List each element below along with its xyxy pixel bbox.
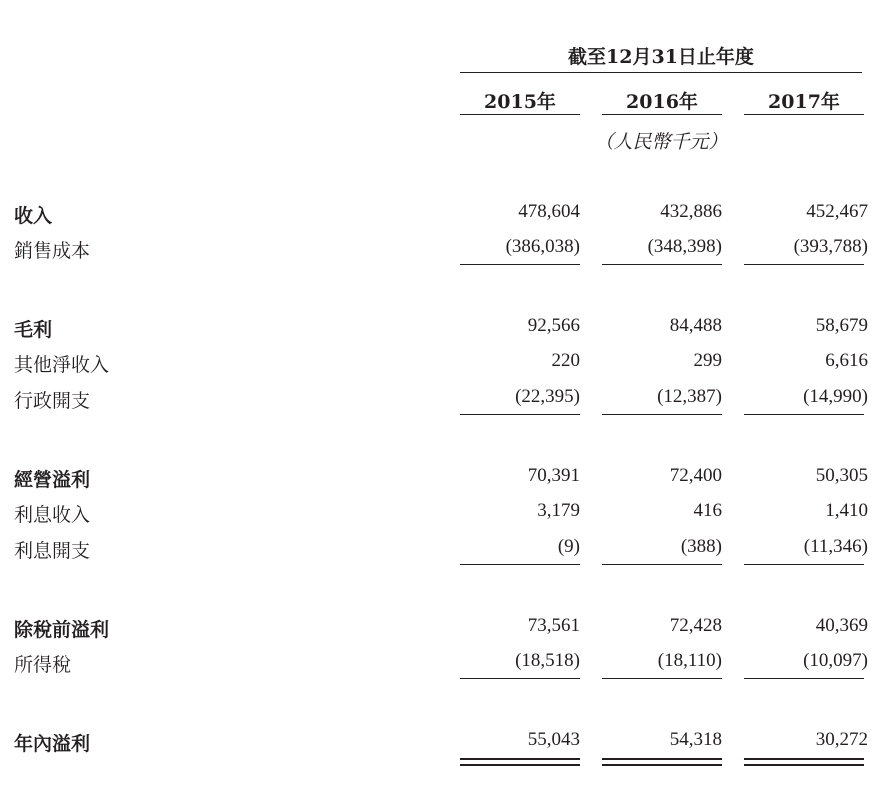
value-2016: 416 (693, 500, 722, 521)
row-label: 經營溢利 (14, 469, 91, 491)
total-double-rule (460, 758, 580, 766)
value-2016: 84,488 (669, 315, 722, 336)
value-2016: 72,400 (669, 465, 722, 486)
subtotal-rule (602, 678, 722, 679)
value-2017: (11,346) (803, 536, 868, 557)
subtotal-rule (602, 264, 722, 265)
year-rule (744, 114, 864, 115)
value-2016: (348,398) (647, 236, 722, 257)
value-2016: 432,886 (660, 201, 722, 222)
subtotal-rule (460, 564, 580, 565)
row-label: 年內溢利 (14, 733, 91, 755)
value-2015: 70,391 (527, 465, 580, 486)
value-2017: (14,990) (803, 386, 868, 407)
total-double-rule (744, 758, 864, 766)
year-header-2015: 2015年 (484, 91, 556, 113)
value-2017: 452,467 (806, 201, 868, 222)
row-label: 所得稅 (14, 654, 72, 676)
row-label: 利息開支 (14, 540, 91, 562)
value-2017: (10,097) (803, 650, 868, 671)
value-2017: 40,369 (815, 615, 868, 636)
table-row (0, 500, 890, 528)
table-row (0, 729, 890, 757)
subtotal-rule (602, 564, 722, 565)
subtotal-rule (460, 678, 580, 679)
value-2016: (388) (680, 536, 722, 557)
table-row (0, 236, 890, 264)
table-row (0, 386, 890, 414)
value-2015: 220 (551, 350, 580, 371)
value-2016: (18,110) (657, 650, 722, 671)
subtotal-rule (460, 264, 580, 265)
value-2016: 54,318 (669, 729, 722, 750)
value-2015: 55,043 (527, 729, 580, 750)
value-2015: 92,566 (527, 315, 580, 336)
year-header-2016: 2016年 (626, 91, 698, 113)
subtotal-rule (744, 678, 864, 679)
table-row (0, 315, 890, 343)
subtotal-rule (744, 264, 864, 265)
row-label: 毛利 (14, 319, 53, 341)
value-2015: (22,395) (515, 386, 580, 407)
table-row (0, 615, 890, 643)
year-rule (460, 114, 580, 115)
value-2017: 58,679 (815, 315, 868, 336)
period-rule (460, 72, 862, 73)
row-label: 收入 (14, 205, 53, 227)
value-2017: 30,272 (815, 729, 868, 750)
value-2015: (386,038) (505, 236, 580, 257)
year-header-2017: 2017年 (768, 91, 840, 113)
value-2017: (393,788) (793, 236, 868, 257)
value-2016: (12,387) (657, 386, 722, 407)
row-label: 利息收入 (14, 504, 91, 526)
subtotal-rule (744, 414, 864, 415)
value-2015: 73,561 (527, 615, 580, 636)
year-rule (602, 114, 722, 115)
row-label: 除稅前溢利 (14, 619, 110, 641)
period-header: 截至12月31日止年度 (568, 46, 754, 68)
value-2015: 478,604 (518, 201, 580, 222)
total-double-rule (602, 758, 722, 766)
subtotal-rule (744, 564, 864, 565)
value-2017: 6,616 (825, 350, 868, 371)
table-row (0, 536, 890, 564)
subtotal-rule (602, 414, 722, 415)
table-row (0, 350, 890, 378)
row-label: 銷售成本 (14, 240, 91, 262)
table-row (0, 465, 890, 493)
value-2015: (18,518) (515, 650, 580, 671)
unit-note: （人民幣千元） (594, 131, 728, 153)
row-label: 行政開支 (14, 390, 91, 412)
value-2015: (9) (557, 536, 580, 557)
value-2015: 3,179 (537, 500, 580, 521)
value-2017: 50,305 (815, 465, 868, 486)
value-2016: 299 (693, 350, 722, 371)
subtotal-rule (460, 414, 580, 415)
value-2017: 1,410 (825, 500, 868, 521)
value-2016: 72,428 (669, 615, 722, 636)
table-row (0, 201, 890, 229)
row-label: 其他淨收入 (14, 354, 110, 376)
table-row (0, 650, 890, 678)
